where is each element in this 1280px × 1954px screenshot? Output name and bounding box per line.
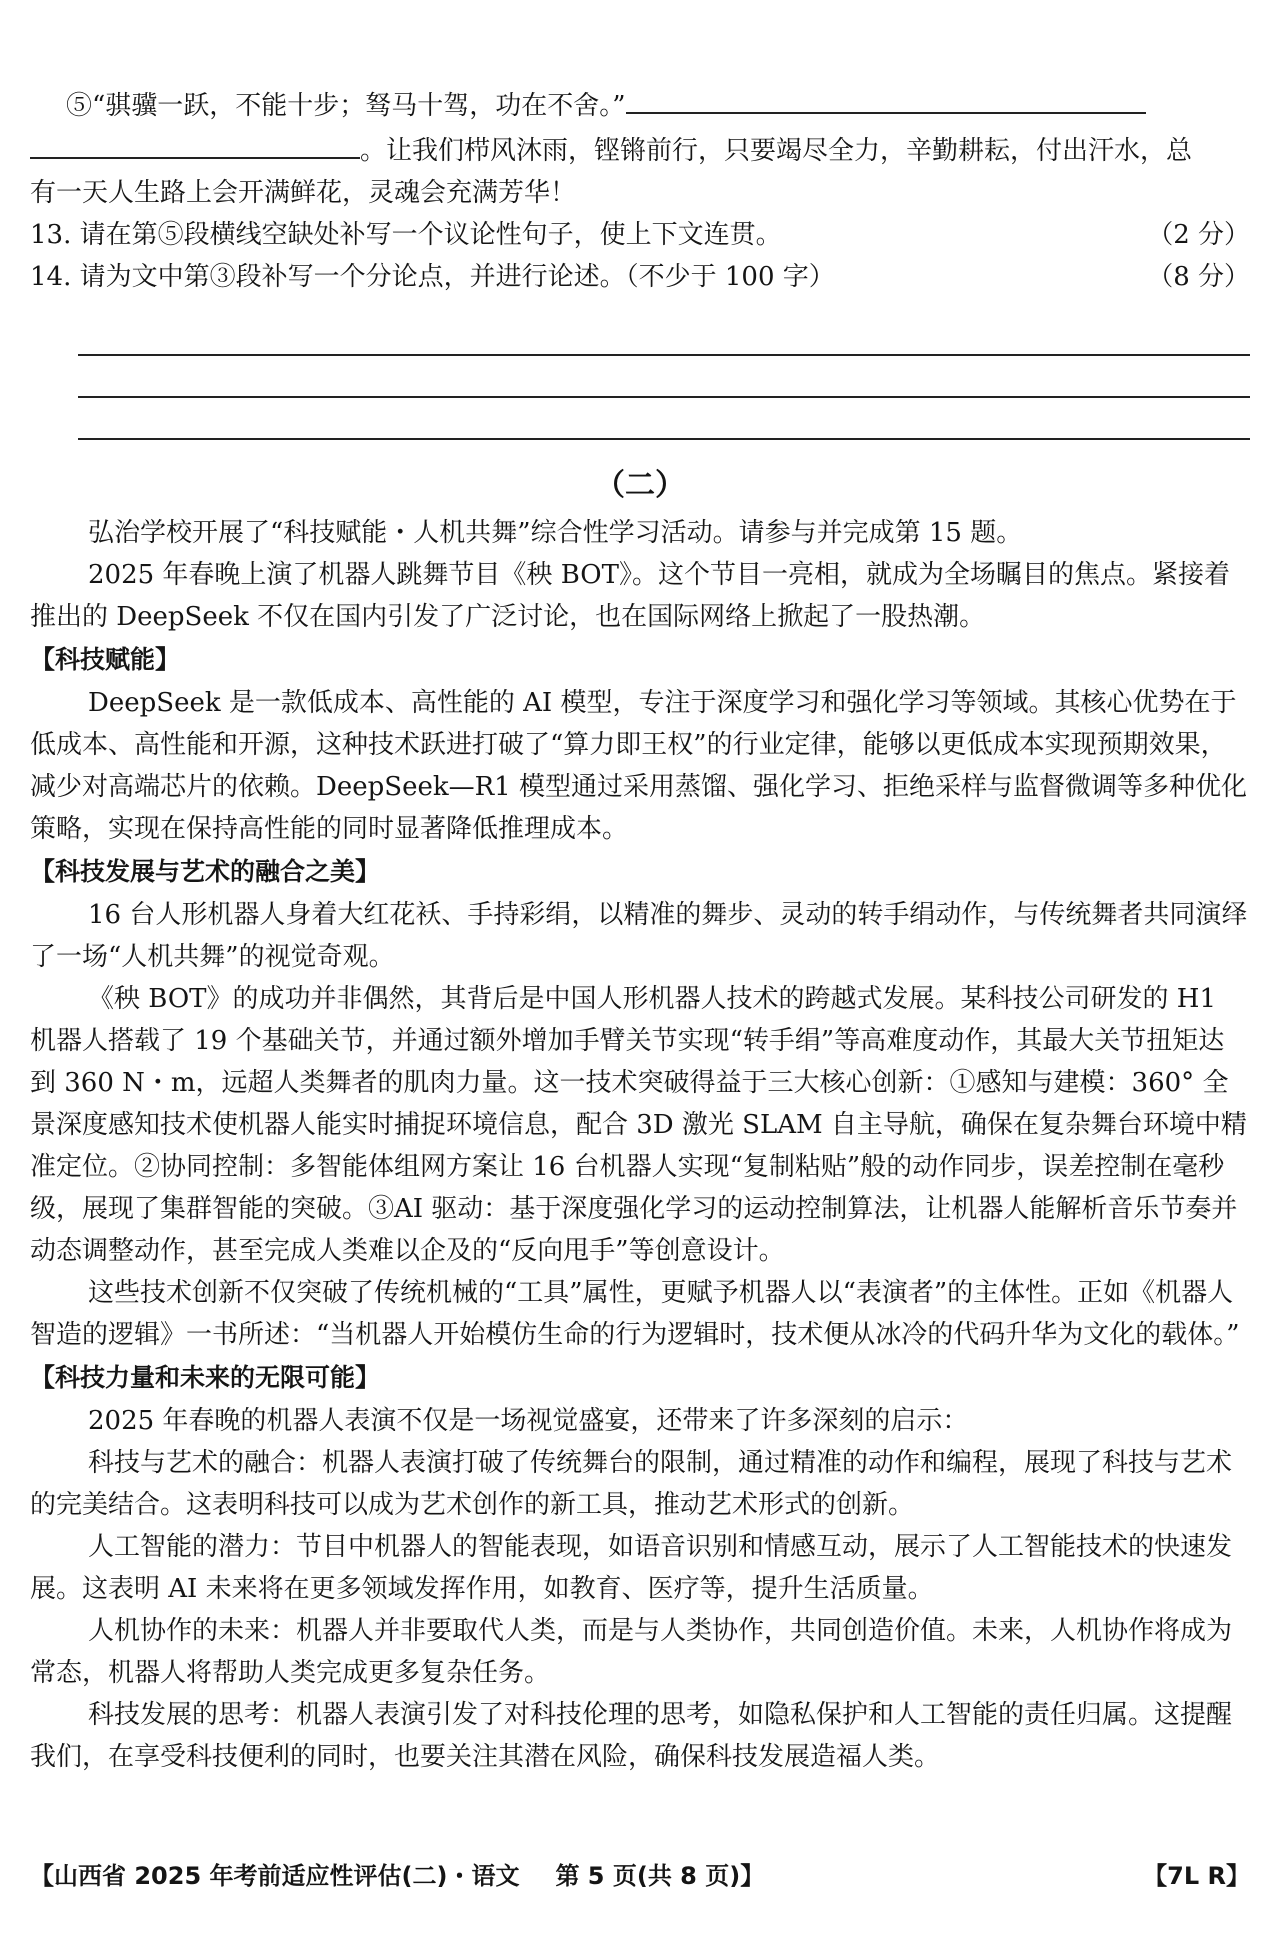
footer-left (30, 1856, 764, 1896)
answer-line[interactable] (78, 356, 1250, 398)
paragraph: 人工智能的潜力：节目中机器人的智能表现，如语音识别和情感互动，展示了人工智能技术的快速发展。这表明 AI 未来将在更多领域发挥作用，如教育、医疗等，提升生活质量。 (30, 1532, 1233, 1604)
answer-line[interactable] (78, 398, 1250, 440)
paragraph: 16 台人形机器人身着大红花袄、手持彩绢，以精准的舞步、灵动的转手绢动作，与传统舞者共同演绎了一场“人机共舞”的视觉奇观。 (30, 900, 1248, 972)
quote-line (30, 82, 1250, 127)
footer-exam-name: 【山西省 2025 年考前适应性评估(二)・语文 (30, 1862, 520, 1890)
answer-line[interactable] (78, 314, 1250, 356)
paragraph: DeepSeek 是一款低成本、高性能的 AI 模型，专注于深度学习和强化学习等领域。其核心优势在于低成本、高性能和开源，这种技术跃进打破了“算力即王权”的行业定律，能够以更低成本实现预期效果，减少对高端芯片的依赖。DeepSeek—R1 模型通过采用蒸馏、强化学习、拒绝采样与监督微调等多种优化策略，实现在保持高性能的同时显著降低推理成本。 (30, 688, 1247, 844)
question-score: （8 分） (1147, 262, 1250, 292)
closing-line: 有一天人生路上会开满鲜花，灵魂会充满芳华！ (30, 178, 577, 208)
question-13 (30, 214, 1250, 256)
page-footer (30, 1856, 1250, 1896)
paragraph: 2025 年春晚的机器人表演不仅是一场视觉盛宴，还带来了许多深刻的启示： (88, 1406, 969, 1436)
section-title: （二） (595, 468, 685, 503)
fill-blank-2[interactable] (30, 127, 360, 159)
paragraph: 科技发展的思考：机器人表演引发了对科技伦理的思考，如隐私保护和人工智能的责任归属。这提醒我们，在享受科技便利的同时，也要关注其潜在风险，确保科技发展造福人类。 (30, 1700, 1233, 1772)
paragraph: 人机协作的未来：机器人并非要取代人类，而是与人类协作，共同创造价值。未来，人机协作将成为常态，机器人将帮助人类完成更多复杂任务。 (30, 1616, 1233, 1688)
lead-paragraph: 2025 年春晚上演了机器人跳舞节目《秧 BOT》。这个节目一亮相，就成为全场瞩目的焦点。紧接着推出的 DeepSeek 不仅在国内引发了广泛讨论，也在国际网络上掀起了一股热潮。 (30, 560, 1230, 632)
footer-code: 【7L R】 (1143, 1862, 1250, 1890)
blank-continuation-line (30, 127, 1250, 172)
heading-tech-empower: 【科技赋能】 (30, 645, 181, 674)
quote-text: ⑤“骐骥一跃，不能十步；驽马十驾，功在不舍。” (66, 91, 626, 121)
paragraph: 科技与艺术的融合：机器人表演打破了传统舞台的限制，通过精准的动作和编程，展现了科技与艺术的完美结合。这表明科技可以成为艺术创作的新工具，推动艺术形式的创新。 (30, 1448, 1233, 1520)
footer-page-number: 第 5 页(共 8 页)】 (555, 1862, 765, 1890)
heading-tech-future: 【科技力量和未来的无限可能】 (30, 1363, 381, 1392)
answer-area[interactable] (30, 298, 1250, 450)
question-text: 13. 请在第⑤段横线空缺处补写一个议论性句子，使上下文连贯。 (30, 220, 782, 250)
heading-tech-art: 【科技发展与艺术的融合之美】 (30, 857, 381, 886)
question-score: （2 分） (1147, 220, 1250, 250)
continuation-text: 。让我们栉风沐雨，铿锵前行，只要竭尽全力，辛勤耕耘，付出汗水，总 (360, 136, 1193, 166)
activity-intro: 弘治学校开展了“科技赋能・人机共舞”综合性学习活动。请参与并完成第 15 题。 (88, 518, 1023, 548)
question-text: 14. 请为文中第③段补写一个分论点，并进行论述。（不少于 100 字） (30, 262, 835, 292)
paragraph: 这些技术创新不仅突破了传统机械的“工具”属性，更赋予机器人以“表演者”的主体性。正如《机器人智造的逻辑》一书所述：“当机器人开始模仿生命的行为逻辑时，技术便从冰冷的代码升华为文化的载体。” (30, 1278, 1240, 1350)
paragraph: 《秧 BOT》的成功并非偶然，其背后是中国人形机器人技术的跨越式发展。某科技公司研发的 H1 机器人搭载了 19 个基础关节，并通过额外增加手臂关节实现“转手绢”等高难度动作，其最大关节扭矩达到 360 N・m，远超人类舞者的肌肉力量。这一技术突破得益于三大核心创新：①感知与建模：360° 全景深度感知技术使机器人能实时捕捉环境信息，配合 3D 激光 SLAM 自主导航，确保在复杂舞台环境中精准定位。②协同控制：多智能体组网方案让 16 台机器人实现“复制粘贴”般的动作同步，误差控制在毫秒级，展现了集群智能的突破。③AI 驱动：基于深度强化学习的运动控制算法，让机器人能解析音乐节奏并动态调整动作，甚至完成人类难以企及的“反向甩手”等创意设计。 (30, 984, 1247, 1266)
fill-blank-1[interactable] (626, 82, 1146, 114)
question-14 (30, 256, 1250, 298)
